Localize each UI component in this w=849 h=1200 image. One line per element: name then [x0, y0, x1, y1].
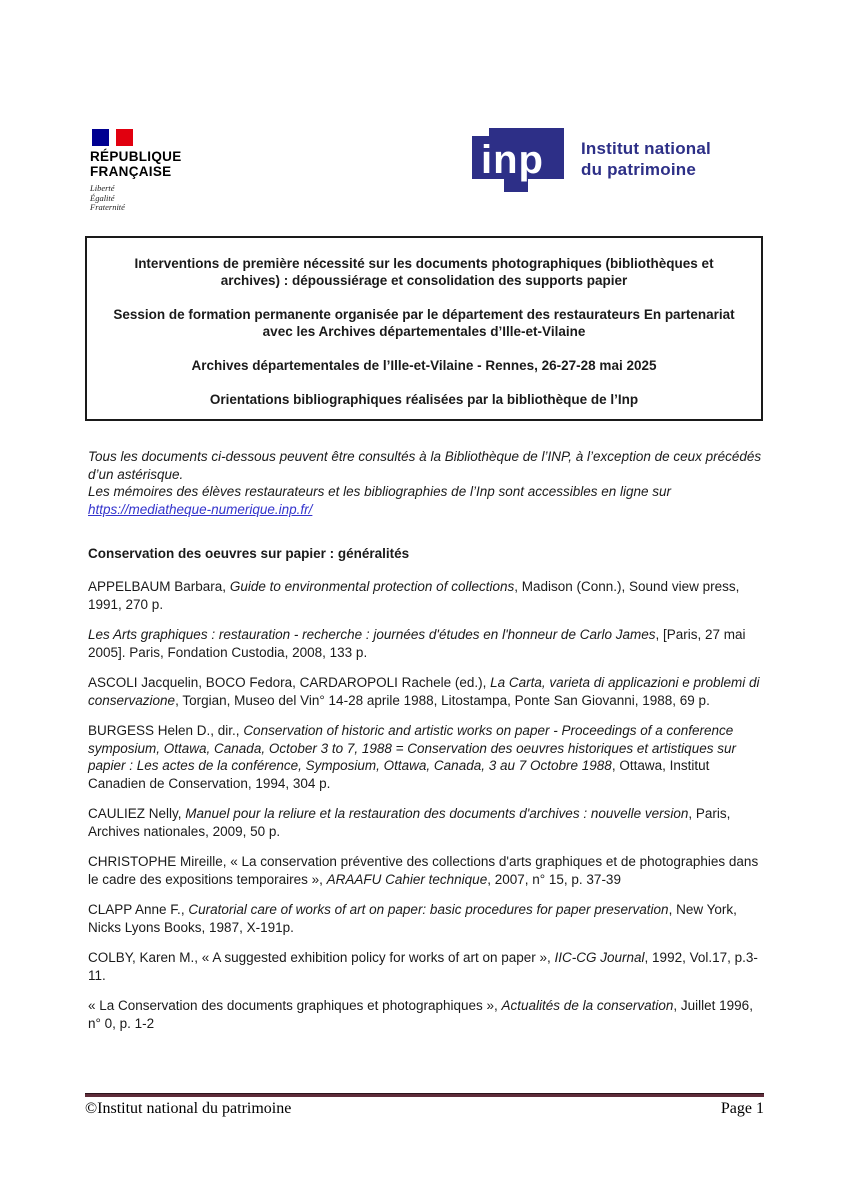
reference-work-title: Manuel pour la reliure et la restauration des documents d'archives : nouvelle version	[185, 806, 689, 821]
reference-text: , Juillet 1996, n° 0, p. 1-2	[88, 998, 753, 1031]
reference-work-title: Les Arts graphiques : restauration - recherche : journées d'études en l'honneur de Carlo James	[88, 627, 656, 642]
reference-entry	[88, 901, 766, 936]
republique-logo-title	[90, 149, 182, 179]
reference-text: « La Conservation des documents graphiques et photographiques »,	[88, 998, 502, 1013]
intro-note	[88, 448, 766, 518]
inp-logo	[472, 126, 711, 196]
flag-red-block	[116, 129, 133, 146]
republique-line1: RÉPUBLIQUE	[90, 149, 182, 164]
reference-entry	[88, 997, 766, 1032]
reference-text: CLAPP Anne F.,	[88, 902, 189, 917]
reference-text: , Paris, Archives nationales, 2009, 50 p.	[88, 806, 731, 839]
reference-text: , 1992, Vol.17, p.3-11.	[88, 950, 758, 983]
inp-logo-icon	[472, 126, 568, 196]
footer	[85, 1100, 764, 1118]
reference-text: CAULIEZ Nelly,	[88, 806, 186, 821]
flag-blue-block	[92, 129, 109, 146]
inp-name-line1: Institut national	[581, 139, 711, 158]
title-paragraph-2: Session de formation permanente organisée par le département des restaurateurs En partenariat avec les Archives départementales d’Ille-et-Vilaine	[113, 307, 735, 339]
intro-line1: Tous les documents ci-dessous peuvent être consultés à la Bibliothèque de l’INP, à l’exception de ceux précédés d’un astérisque.	[88, 449, 762, 482]
reference-text: COLBY, Karen M., « A suggested exhibition policy for works of art on paper »,	[88, 950, 555, 965]
reference-work-title: Guide to environmental protection of collections	[229, 579, 515, 594]
reference-text: CHRISTOPHE Mireille, « La conservation préventive des collections d'arts graphiques et de photographies dans le cadre des expositions temporaires »,	[88, 854, 759, 887]
french-flag-icon	[92, 129, 182, 146]
svg-text:inp: inp	[481, 138, 544, 182]
flag-white-block	[109, 129, 116, 146]
motto-liberte: Liberté	[90, 183, 115, 193]
reference-entry	[88, 853, 766, 888]
mediatheque-link[interactable]: https://mediatheque-numerique.inp.fr/	[88, 501, 313, 517]
inp-logo-wordmark	[581, 139, 711, 180]
reference-text: BURGESS Helen D., dir.,	[88, 723, 244, 738]
reference-text: APPELBAUM Barbara,	[88, 579, 230, 594]
footer-copyright: ©Institut national du patrimoine	[85, 1100, 292, 1117]
motto-egalite: Égalité	[90, 192, 115, 203]
reference-text: , [Paris, 27 mai 2005]. Paris, Fondation Custodia, 2008, 133 p.	[88, 627, 746, 660]
republique-francaise-logo	[90, 129, 182, 213]
reference-work-title: ARAAFU Cahier technique	[326, 871, 488, 887]
inp-name-line2: du patrimoine	[581, 159, 696, 179]
motto-fraternite: Fraternité	[90, 202, 125, 212]
reference-work-title: Conservation of historic and artistic works on paper - Proceedings of a conference symposium, Ottawa, Canada, October 3 to 7, 1988 = Conservation des oeuvres historiques et artistiques sur papier : Les actes de la conférence, Symposium, Ottawa, Canada, 3 au 7 Octobre 1988	[88, 723, 736, 773]
title-paragraph-1: Interventions de première nécessité sur les documents photographiques (bibliothèques et archives) : dépoussiérage et consolidation des supports papier	[134, 256, 714, 288]
reference-entry	[88, 949, 766, 984]
reference-text: ASCOLI Jacquelin, BOCO Fedora, CARDAROPOLI Rachele (ed.),	[88, 675, 491, 690]
republique-line2: FRANÇAISE	[90, 164, 172, 179]
reference-text: , 2007, n° 15, p. 37-39	[487, 871, 621, 887]
title-paragraph-4: Orientations bibliographiques réalisées par la bibliothèque de l’Inp	[209, 392, 639, 407]
footer-page-number: Page 1	[720, 1100, 764, 1117]
intro-line2: Les mémoires des élèves restaurateurs et les bibliographies de l’Inp sont accessibles en ligne sur	[88, 484, 672, 499]
reference-text: , Ottawa, Institut Canadien de Conservation, 1994, 304 p.	[88, 758, 710, 791]
reference-list	[88, 578, 766, 1045]
reference-work-title: IIC-CG Journal	[554, 950, 645, 965]
footer-rule	[85, 1093, 764, 1097]
title-paragraph-3: Archives départementales de l’Ille-et-Vilaine - Rennes, 26-27-28 mai 2025	[191, 358, 657, 373]
title-box	[85, 236, 763, 421]
reference-entry	[88, 722, 766, 792]
reference-text: , Madison (Conn.), Sound view press, 1991, 270 p.	[88, 579, 740, 612]
section-heading: Conservation des oeuvres sur papier : généralités	[88, 546, 410, 561]
reference-entry	[88, 626, 766, 661]
reference-work-title: La Carta, varieta di applicazioni e problemi di conservazione	[88, 675, 760, 708]
reference-work-title: Actualités de la conservation	[501, 998, 674, 1013]
reference-entry	[88, 805, 766, 840]
reference-work-title: Curatorial care of works of art on paper: basic procedures for paper preservation	[188, 902, 669, 917]
reference-text: , New York, Nicks Lyons Books, 1987, X-191p.	[88, 902, 737, 935]
reference-text: , Torgian, Museo del Vin° 14-28 aprile 1988, Litostampa, Ponte San Giovanni, 1988, 69 p.	[175, 692, 710, 708]
reference-entry	[88, 578, 766, 613]
republique-motto	[90, 184, 182, 213]
reference-entry	[88, 674, 766, 709]
